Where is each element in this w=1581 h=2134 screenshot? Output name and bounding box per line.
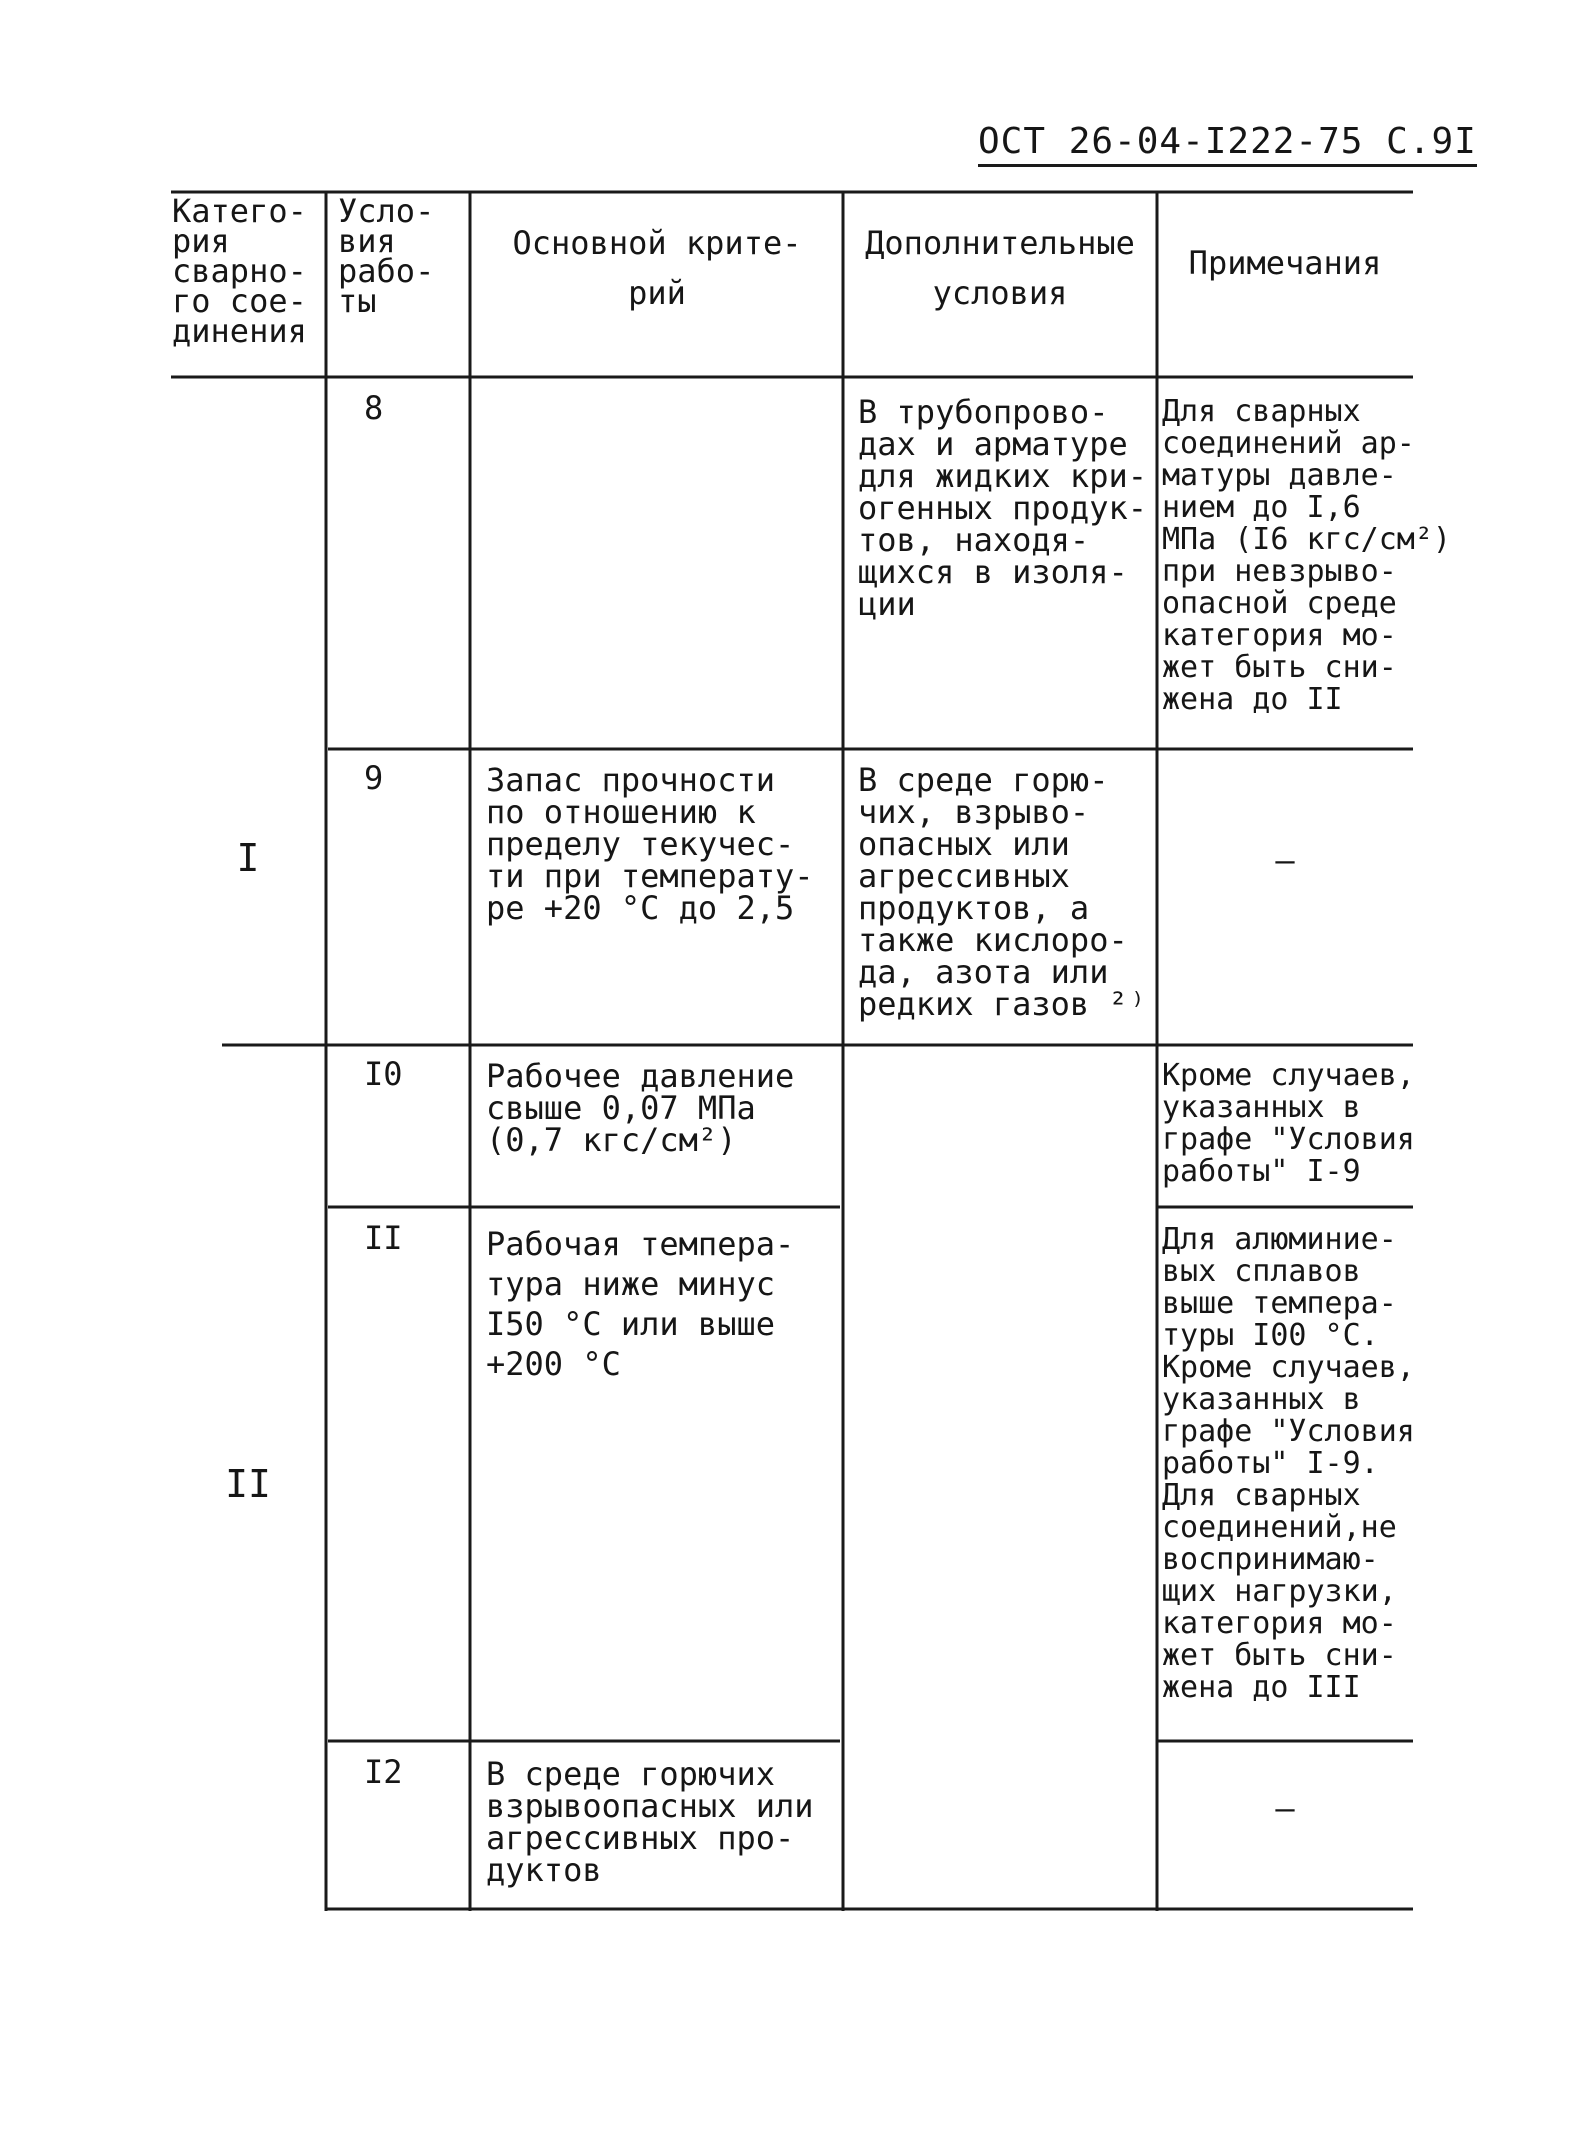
header-notes: Примечания [1188,244,1382,282]
condition-11: II [364,1219,403,1257]
criterion-11: Рабочая темпера- тура ниже минус I50 °С или выше +200 °С [486,1225,795,1383]
condition-12: I2 [364,1753,403,1791]
additional-9: В среде горю- чих, взрыво- опасных или агрессивных продуктов, а также кислоро- да, азота или редких газов ²⁾ [858,761,1147,1023]
condition-10: I0 [364,1055,403,1093]
additional-8: В трубопрово- дах и арматуре для жидких кри- огенных продук- тов, находя- щихся в изоля- ции [858,393,1147,623]
condition-8: 8 [364,389,384,427]
notes-12: – [1275,1789,1295,1827]
category-II: II [225,1462,271,1506]
notes-8: Для сварных соединений ар- матуры давле- нием до I,6 МПа (I6 кгс/см²) при невзрыво- опасной среде категория мо- жет быть сни- жена до II [1162,394,1451,717]
header-conditions: Усло- вия рабо- ты [338,192,435,320]
notes-9: – [1275,841,1295,879]
criterion-10: Рабочее давление свыше 0,07 МПа (0,7 кгс/см²) [486,1057,795,1159]
notes-11: Для алюминие- вых сплавов выше темпера- туры I00 °С. Кроме случаев, указанных в графе "Условия работы" I-9. Для сварных соединений,не воспринимаю- щих нагрузки, категория мо- жет быть сни- жена до III [1162,1222,1415,1705]
header-category: Катего- рия сварно- го сое- динения [172,192,307,350]
header-criterion: Основной крите- рий [512,224,802,312]
category-I: I [236,836,260,880]
notes-10: Кроме случаев, указанных в графе "Условия работы" I-9 [1162,1058,1415,1189]
criterion-9: Запас прочности по отношению к пределу текучес- ти при температу- ре +20 °С до 2,5 [486,761,814,927]
criterion-12: В среде горючих взрывоопасных или агрессивных про- дуктов [486,1755,814,1889]
header-additional: Дополнительные условия [865,224,1135,312]
condition-9: 9 [364,759,384,797]
page-header: ОСТ 26-04-I222-75 С.9I [978,121,1477,167]
